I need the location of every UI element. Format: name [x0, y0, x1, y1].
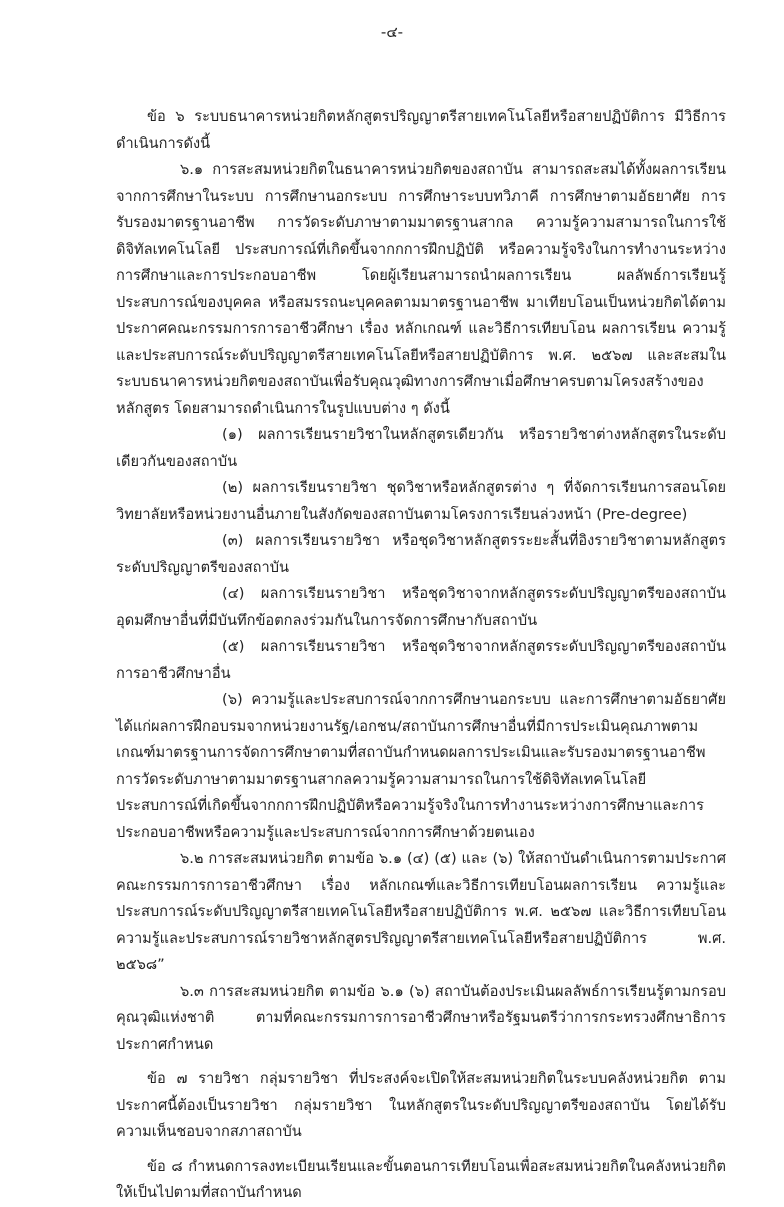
- clause-6-1-item-3: (๓) ผลการเรียนรายวิชา หรือชุดวิชาหลักสูตรระยะสั้นที่อิงรายวิชาตามหลักสูตรระดับปริญญาตรีของสถาบัน: [116, 532, 726, 576]
- clause-6-1-item-6: (๖) ความรู้และประสบการณ์จากการศึกษานอกระบบ และการศึกษาตามอัธยาศัย ได้แก่ผลการฝึกอบรมจากหน่วยงานรัฐ/เอกชน/สถาบันการศึกษาอื่นที่มีการประเมินคุณภาพตามเกณฑ์มาตรฐานการจัดการศึกษาตามที่สถาบันกำหนดผลการประเมินและรับรองมาตรฐานอาชีพการวัดระดับภาษาตามมาตรฐานสากลความรู้ความสามารถในการใช้ดิจิทัลเทคโนโลยีประสบการณ์ที่เกิดขึ้นจากกการฝึกปฏิบัติหรือความรู้จริงในการทำงานระหว่างการศึกษาและการประกอบอาชีพหรือความรู้และประสบการณ์จากการศึกษาด้วยตนเอง: [116, 691, 726, 841]
- clause-6: ข้อ ๖ ระบบธนาคารหน่วยกิตหลักสูตรปริญญาตรีสายเทคโนโลยีหรือสายปฏิบัติการ มีวิธีการดำเนินการดังนี้: [116, 108, 726, 152]
- clause-6-3: ๖.๓ การสะสมหน่วยกิต ตามข้อ ๖.๑ (๖) สถาบันต้องประเมินผลลัพธ์การเรียนรู้ตามกรอบคุณวุฒิแห่งชาติ ตามที่คณะกรรมการการอาชีวศึกษาหรือรัฐมนตรีว่าการกระทรวงศึกษาธิการประกาศกำหนด: [116, 982, 726, 1053]
- clause-6-1: ๖.๑ การสะสมหน่วยกิตในธนาคารหน่วยกิตของสถาบัน สามารถสะสมได้ทั้งผลการเรียนจากการศึกษาในระบบ การศึกษานอกระบบ การศึกษาระบบทวิภาคี การศึกษาตามอัธยาศัย การรับรองมาตรฐานอาชีพ การวัดระดับภาษาตามมาตรฐานสากล ความรู้ความสามารถในการใช้ดิจิทัลเทคโนโลยี ประสบการณ์ที่เกิดขึ้นจากกการฝึกปฏิบัติ หรือความรู้จริงในการทำงานระหว่างการศึกษาและการประกอบอาชีพ โดยผู้เรียนสามารถนำผลการเรียน ผลลัพธ์การเรียนรู้ ประสบการณ์ของบุคคล หรือสมรรถนะบุคคลตามมาตรฐานอาชีพ มาเทียบโอนเป็นหน่วยกิตได้ตามประกาศคณะกรรมการการอาชีวศึกษา เรื่อง หลักเกณฑ์ และวิธีการเทียบโอน ผลการเรียน ความรู้และประสบการณ์ระดับปริญญาตรีสายเทคโนโลยีหรือสายปฏิบัติการ พ.ศ. ๒๕๖๗ และสะสมในระบบธนาคารหน่วยกิตของสถาบันเพื่อรับคุณวุฒิทางการศึกษาเมื่อศึกษาครบตามโครงสร้างของหลักสูตร โดยสามารถดำเนินการในรูปแบบต่าง ๆ ดังนี้: [116, 161, 726, 417]
- page-number: -๔-: [380, 23, 404, 41]
- document-body: [116, 104, 726, 1207]
- clause-8: ข้อ ๘ กำหนดการลงทะเบียนเรียนและขั้นตอนการเทียบโอนเพื่อสะสมหน่วยกิตในคลังหน่วยกิตให้เป็นไปตามที่สถาบันกำหนด: [116, 1157, 726, 1201]
- clause-7: ข้อ ๗ รายวิชา กลุ่มรายวิชา ที่ประสงค์จะเปิดให้สะสมหน่วยกิตในระบบคลังหน่วยกิต ตามประกาศนี้ต้องเป็นรายวิชา กลุ่มรายวิชา ในหลักสูตรในระดับปริญญาตรีของสถาบัน โดยได้รับความเห็นชอบจากสภาสถาบัน: [116, 1070, 726, 1140]
- clause-6-2: ๖.๒ การสะสมหน่วยกิต ตามข้อ ๖.๑ (๔) (๕) และ (๖) ให้สถาบันดำเนินการตามประกาศคณะกรรมการการอาชีวศึกษา เรื่อง หลักเกณฑ์และวิธีการเทียบโอนผลการเรียน ความรู้และประสบการณ์ระดับปริญญาตรีสายเทคโนโลยีหรือสายปฏิบัติการ พ.ศ. ๒๕๖๗ และวิธีการเทียบโอนความรู้และประสบการณ์รายวิชาหลักสูตรปริญญาตรีสายเทคโนโลยีหรือสายปฏิบัติการ พ.ศ. ๒๕๖๘”: [116, 850, 726, 973]
- clause-6-1-item-4: (๔) ผลการเรียนรายวิชา หรือชุดวิชาจากหลักสูตรระดับปริญญาตรีของสถาบันอุดมศึกษาอื่นที่มีบันทึกข้อตกลงร่วมกันในการจัดการศึกษากับสถาบัน: [116, 585, 726, 629]
- clause-6-1-item-2: (๒) ผลการเรียนรายวิชา ชุดวิชาหรือหลักสูตรต่าง ๆ ที่จัดการเรียนการสอนโดยวิทยาลัยหรือหน่วยงานอื่นภายในสังกัดของสถาบันตามโครงการเรียนล่วงหน้า (Pre-degree): [116, 479, 726, 523]
- clause-6-1-item-5: (๕) ผลการเรียนรายวิชา หรือชุดวิชาจากหลักสูตรระดับปริญญาตรีของสถาบันการอาชีวศึกษาอื่น: [116, 638, 726, 682]
- clause-6-1-item-1: (๑) ผลการเรียนรายวิชาในหลักสูตรเดียวกัน หรือรายวิชาต่างหลักสูตรในระดับเดียวกันของสถาบัน: [116, 426, 726, 470]
